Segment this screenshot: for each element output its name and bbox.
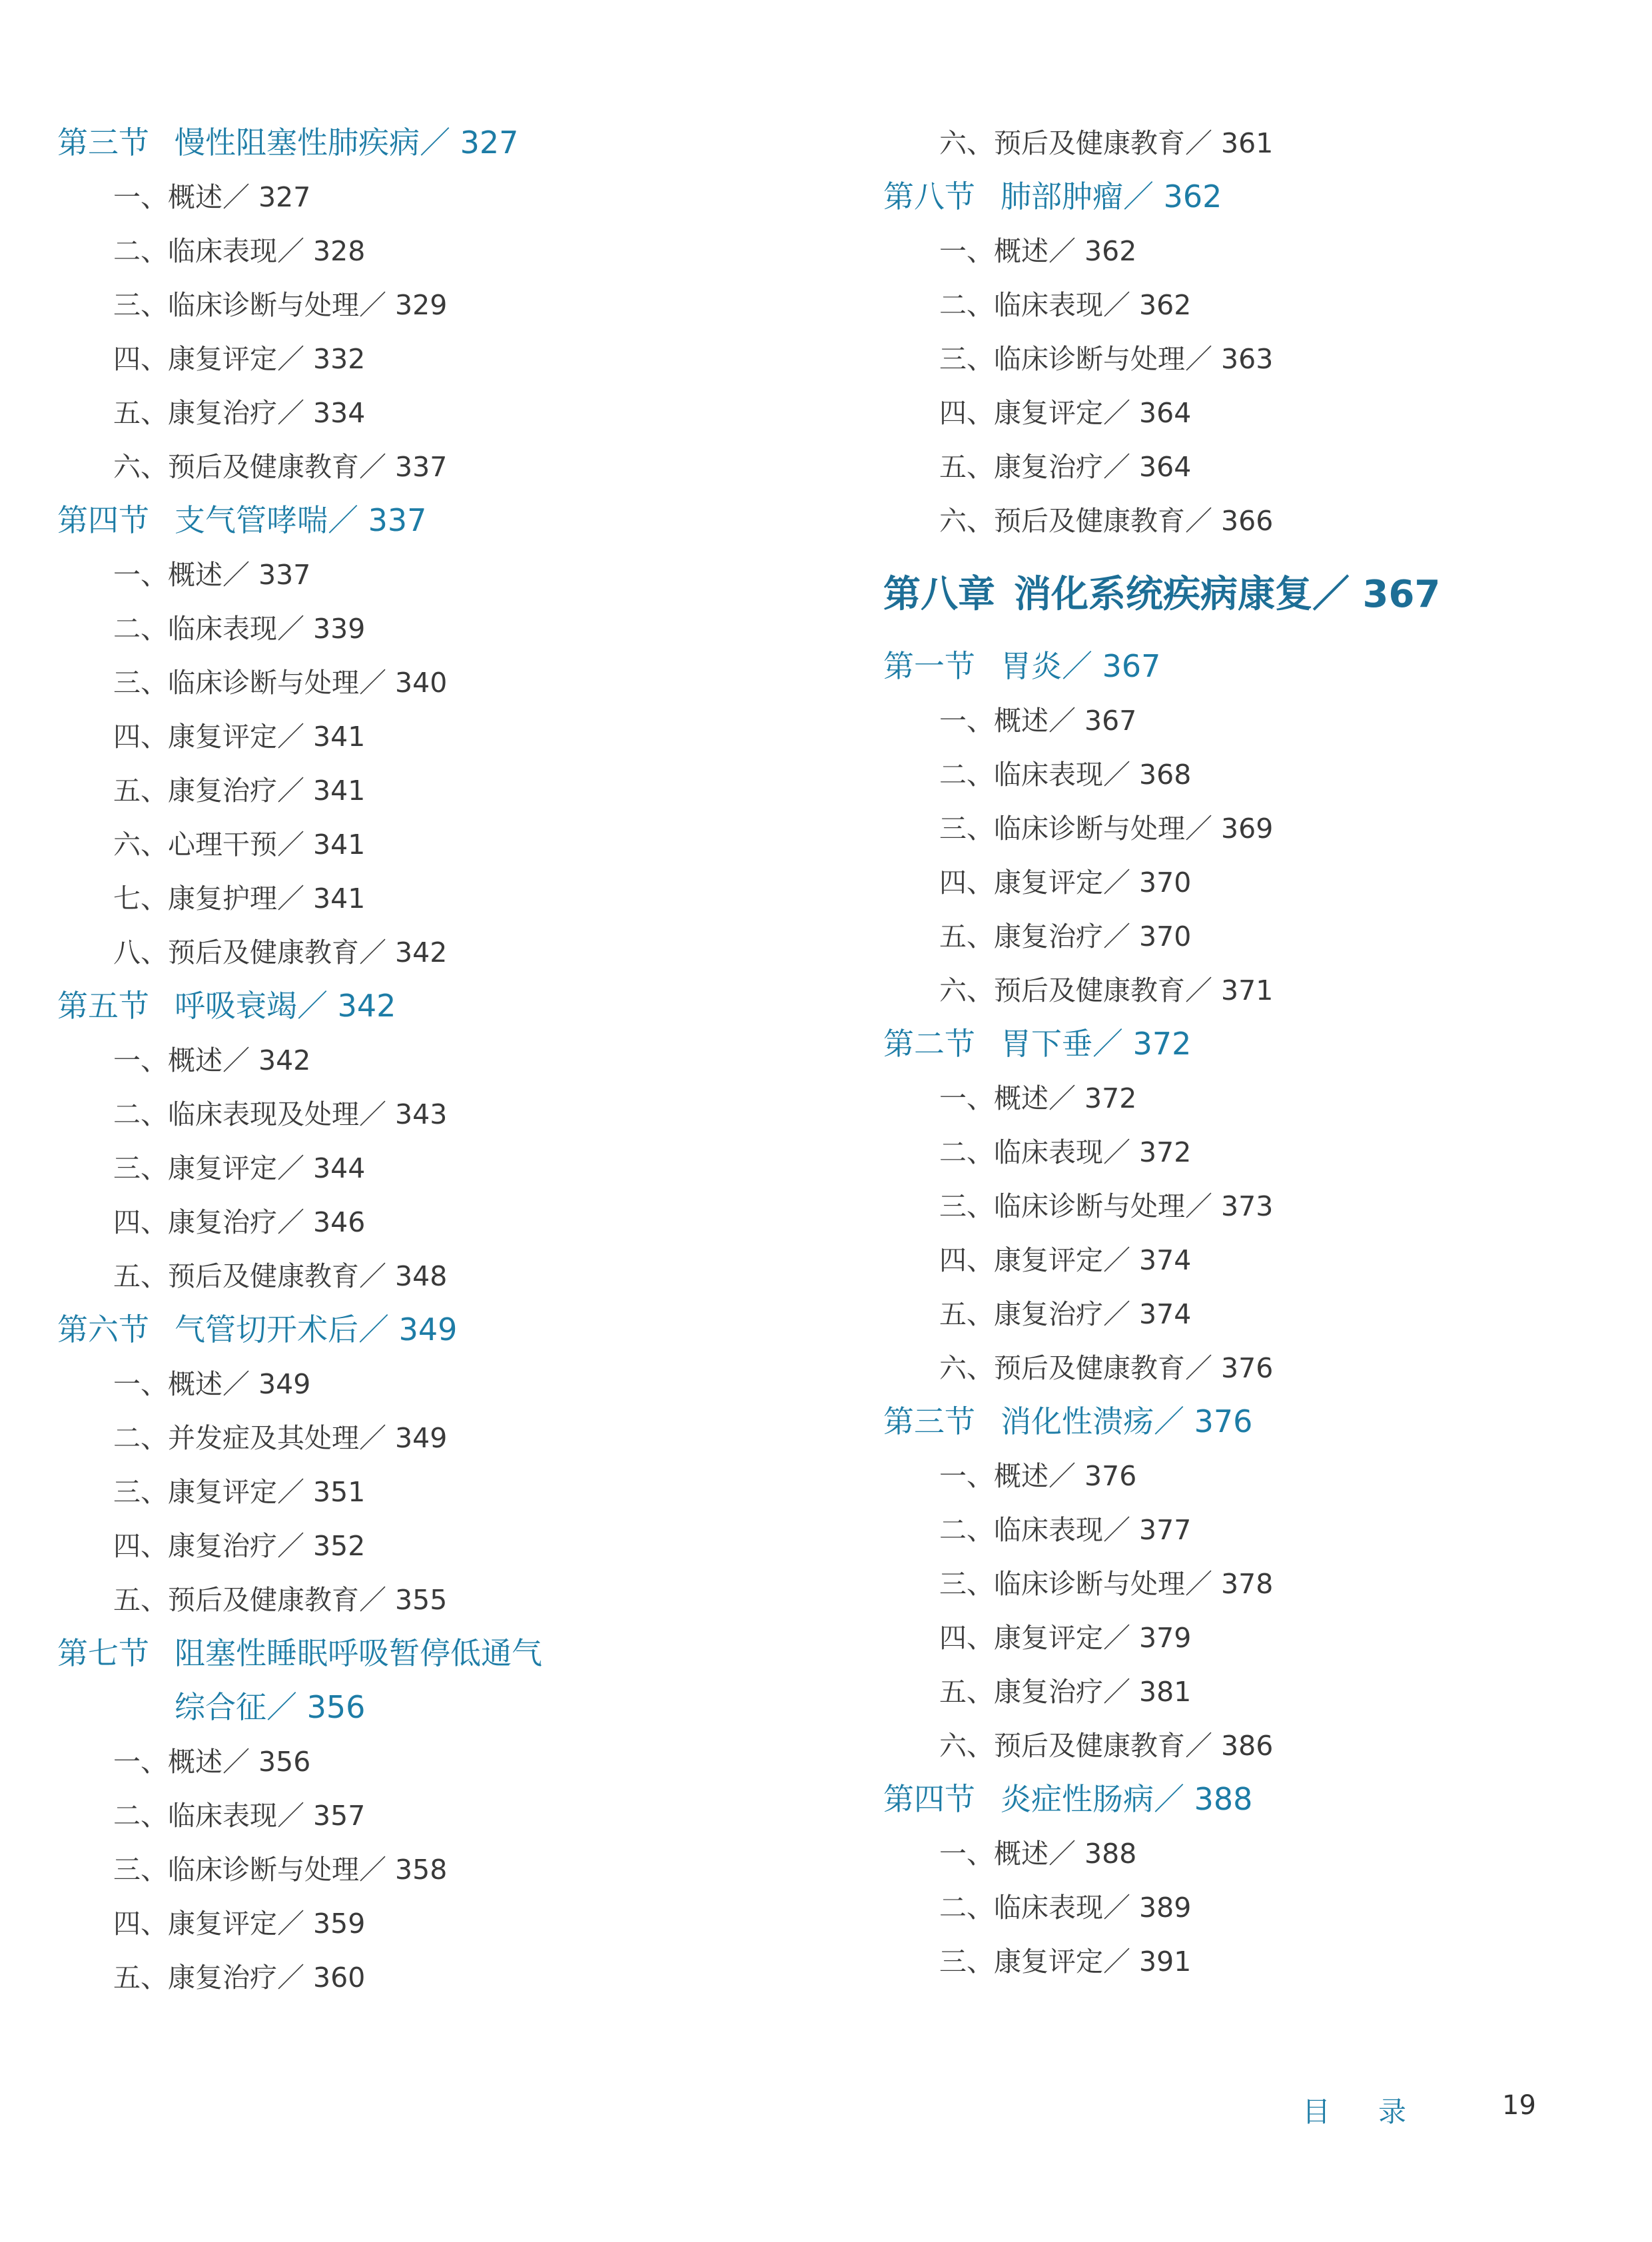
toc-item[interactable]: 一、概述／ 376: [939, 1460, 1137, 1492]
toc-section[interactable]: [57, 1306, 457, 1349]
toc-item[interactable]: 二、临床表现／ 362: [939, 289, 1192, 321]
toc-item[interactable]: 一、概述／ 342: [113, 1044, 311, 1076]
toc-item[interactable]: 二、临床表现／ 377: [939, 1514, 1192, 1546]
section-title: 胃炎／ 367: [1001, 648, 1161, 684]
toc-item[interactable]: 四、康复治疗／ 346: [113, 1206, 366, 1238]
toc-item[interactable]: 五、预后及健康教育／ 348: [113, 1260, 448, 1292]
toc-section[interactable]: [883, 1775, 1252, 1819]
toc-item[interactable]: 四、康复评定／ 379: [939, 1622, 1192, 1654]
toc-item[interactable]: 一、概述／ 372: [939, 1082, 1137, 1114]
toc-item[interactable]: 七、康复护理／ 341: [113, 883, 366, 915]
toc-item[interactable]: 三、康复评定／ 344: [113, 1152, 366, 1184]
toc-item[interactable]: 一、概述／ 367: [939, 705, 1137, 737]
toc-item[interactable]: 八、预后及健康教育／ 342: [113, 936, 448, 968]
toc-chapter[interactable]: [883, 565, 1440, 618]
toc-item[interactable]: 二、临床表现／ 357: [113, 1800, 366, 1832]
toc-item[interactable]: 三、临床诊断与处理／ 378: [939, 1568, 1274, 1600]
toc-item[interactable]: 二、临床表现／ 328: [113, 235, 366, 267]
toc-item[interactable]: 五、预后及健康教育／ 355: [113, 1584, 448, 1616]
toc-item[interactable]: 六、预后及健康教育／ 366: [939, 505, 1274, 537]
toc-section[interactable]: [883, 1397, 1252, 1441]
toc-section[interactable]: [883, 642, 1160, 686]
toc-item[interactable]: 四、康复评定／ 364: [939, 397, 1192, 429]
toc-item[interactable]: 五、康复治疗／ 334: [113, 397, 366, 429]
toc-item[interactable]: 三、临床诊断与处理／ 363: [939, 343, 1274, 375]
toc-item[interactable]: 六、预后及健康教育／ 337: [113, 451, 448, 483]
section-number: 第四节: [883, 1781, 975, 1817]
toc-item[interactable]: 二、并发症及其处理／ 349: [113, 1422, 448, 1454]
section-title: 阻塞性睡眠呼吸暂停低通气: [175, 1635, 542, 1671]
section-title: 慢性阻塞性肺疾病／ 327: [175, 125, 519, 161]
toc-item[interactable]: 一、概述／ 388: [939, 1838, 1137, 1870]
toc-item[interactable]: 三、临床诊断与处理／ 373: [939, 1190, 1274, 1222]
toc-item[interactable]: 四、康复评定／ 374: [939, 1244, 1192, 1276]
toc-item[interactable]: 五、康复治疗／ 360: [113, 1962, 366, 1994]
toc-item[interactable]: 二、临床表现／ 389: [939, 1892, 1192, 1924]
toc-item[interactable]: 三、临床诊断与处理／ 340: [113, 667, 448, 699]
section-title: 肺部肿瘤／ 362: [1001, 179, 1222, 214]
toc-item[interactable]: 六、心理干预／ 341: [113, 829, 366, 861]
toc-item[interactable]: 四、康复评定／ 370: [939, 867, 1192, 899]
toc-item[interactable]: 三、临床诊断与处理／ 358: [113, 1854, 448, 1886]
section-title: 胃下垂／ 372: [1001, 1026, 1192, 1062]
toc-section[interactable]: [57, 1629, 542, 1673]
toc-item[interactable]: 六、预后及健康教育／ 386: [939, 1730, 1274, 1762]
section-title: 消化性溃疡／ 376: [1001, 1403, 1253, 1439]
toc-item[interactable]: 一、概述／ 337: [113, 559, 311, 591]
toc-section[interactable]: [57, 496, 426, 540]
toc-section[interactable]: [883, 1020, 1191, 1064]
section-number: 第三节: [883, 1403, 975, 1439]
section-number: 第七节: [57, 1635, 149, 1671]
toc-item[interactable]: 二、临床表现及处理／ 343: [113, 1098, 448, 1130]
toc-item[interactable]: 四、康复评定／ 341: [113, 721, 366, 753]
toc-item[interactable]: 三、临床诊断与处理／ 369: [939, 813, 1274, 845]
toc-item[interactable]: 六、预后及健康教育／ 371: [939, 974, 1274, 1006]
toc-item[interactable]: 四、康复评定／ 359: [113, 1908, 366, 1940]
toc-item[interactable]: 一、概述／ 362: [939, 235, 1137, 267]
section-number: 第五节: [57, 988, 149, 1024]
section-number: 第一节: [883, 648, 975, 684]
toc-item[interactable]: 一、概述／ 349: [113, 1368, 311, 1400]
toc-section[interactable]: [883, 173, 1222, 216]
page-number: 19: [1502, 2090, 1536, 2121]
toc-item[interactable]: 三、康复评定／ 391: [939, 1946, 1192, 1978]
section-number: 第六节: [57, 1311, 149, 1347]
toc-item[interactable]: 六、预后及健康教育／ 376: [939, 1352, 1274, 1384]
section-title: 气管切开术后／ 349: [175, 1311, 458, 1347]
toc-item[interactable]: 一、概述／ 327: [113, 181, 311, 213]
toc-item[interactable]: 五、康复治疗／ 374: [939, 1298, 1192, 1330]
toc-item[interactable]: 二、临床表现／ 368: [939, 759, 1192, 791]
chapter-number: 第八章: [883, 573, 995, 616]
toc-item[interactable]: 五、康复治疗／ 381: [939, 1676, 1192, 1708]
section-number: 第二节: [883, 1026, 975, 1062]
toc-section-continued[interactable]: 综合征／ 356: [175, 1689, 366, 1725]
toc-section[interactable]: [57, 982, 396, 1026]
toc-item[interactable]: 五、康复治疗／ 370: [939, 921, 1192, 952]
section-number: 第三节: [57, 125, 149, 161]
section-title: 呼吸衰竭／ 342: [175, 988, 396, 1024]
section-number: 第四节: [57, 502, 149, 538]
toc-item[interactable]: 四、康复评定／ 332: [113, 343, 366, 375]
toc-item[interactable]: 二、临床表现／ 372: [939, 1136, 1192, 1168]
toc-item[interactable]: 五、康复治疗／ 341: [113, 775, 366, 807]
section-number: 第八节: [883, 179, 975, 214]
footer-title: 目录: [1302, 2095, 1455, 2128]
toc-item[interactable]: 一、概述／ 356: [113, 1746, 311, 1778]
toc-item[interactable]: 三、康复评定／ 351: [113, 1476, 366, 1508]
section-title: 支气管哮喘／ 337: [175, 502, 427, 538]
section-title: 炎症性肠病／ 388: [1001, 1781, 1253, 1817]
toc-section[interactable]: [57, 119, 518, 163]
toc-item[interactable]: 五、康复治疗／ 364: [939, 451, 1192, 483]
chapter-title: 消化系统疾病康复／ 367: [1014, 573, 1441, 616]
toc-item[interactable]: 三、临床诊断与处理／ 329: [113, 289, 448, 321]
toc-item[interactable]: 二、临床表现／ 339: [113, 613, 366, 645]
toc-item[interactable]: 四、康复治疗／ 352: [113, 1530, 366, 1562]
toc-item[interactable]: 六、预后及健康教育／ 361: [939, 127, 1274, 159]
